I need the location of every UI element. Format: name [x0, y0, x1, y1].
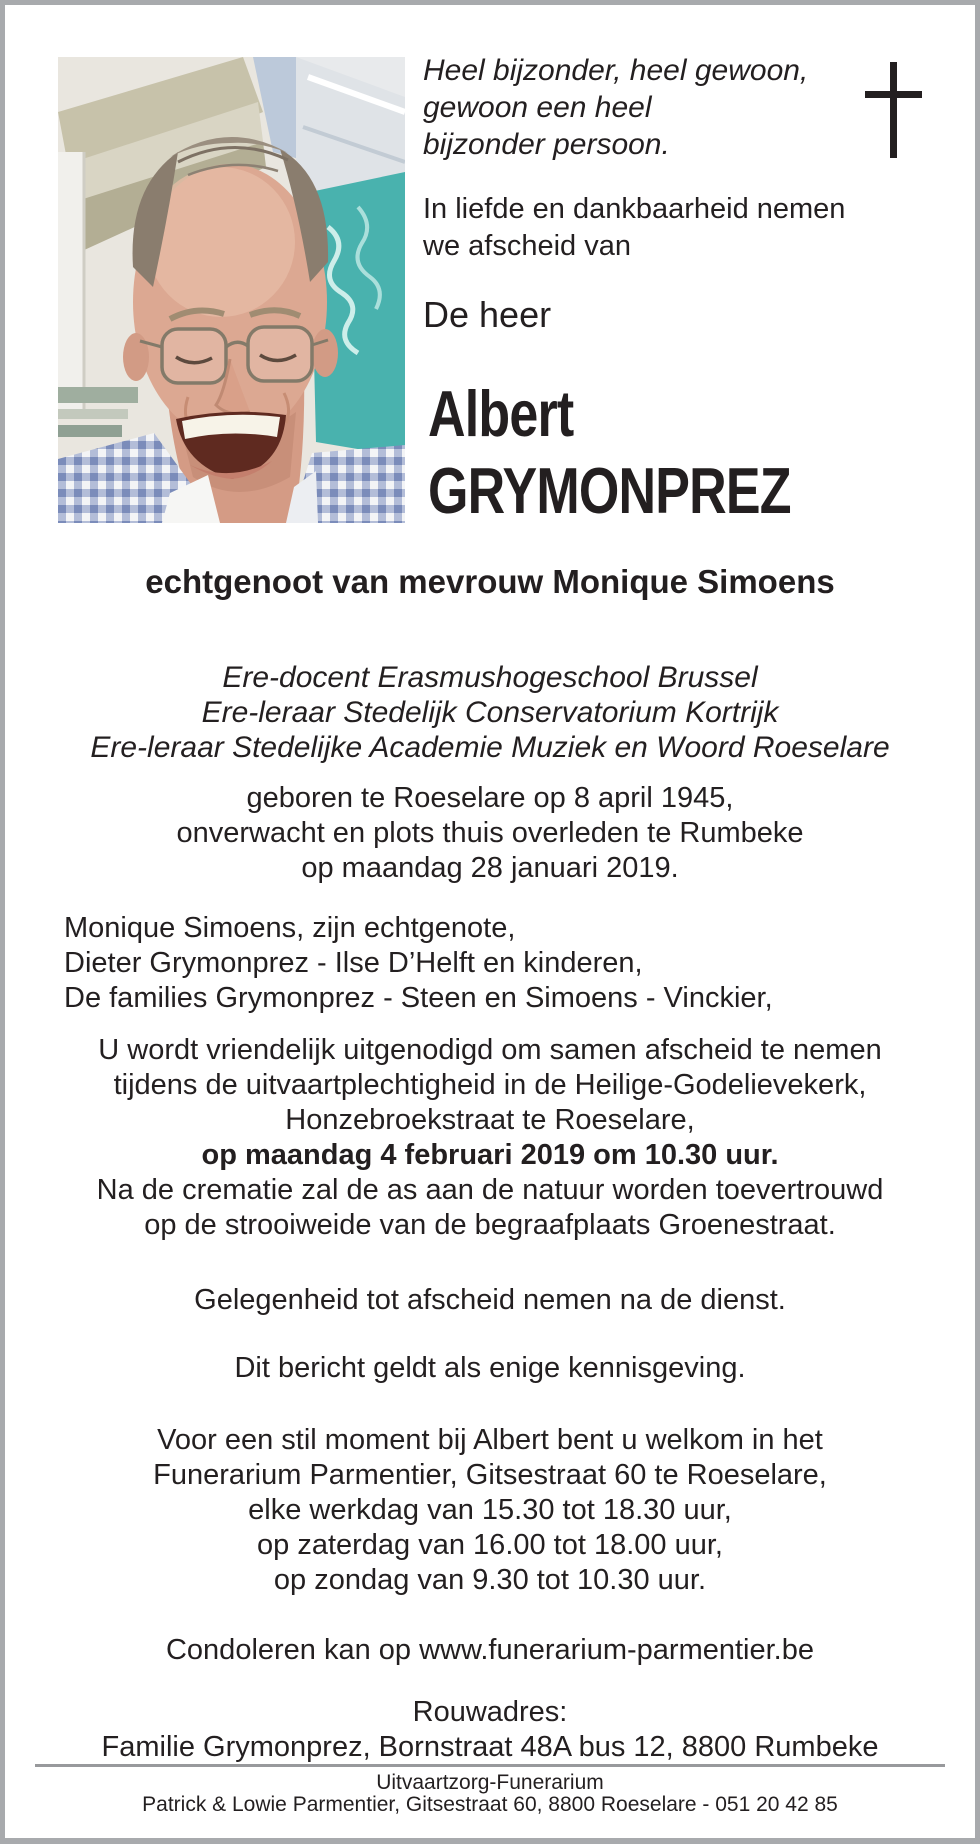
honorific-titles — [0, 660, 980, 765]
farewell-note: Gelegenheid tot afscheid nemen na de dienst. — [194, 1284, 786, 1316]
quote-line: gewoon een heel — [423, 91, 652, 124]
funeral-home-contact: Patrick & Lowie Parmentier, Gitsestraat 60, 8800 Roeselare - 051 20 42 85 — [142, 1793, 838, 1816]
footer — [0, 1772, 980, 1816]
visitation-line: Funerarium Parmentier, Gitsestraat 60 te Roeselare, — [153, 1459, 827, 1491]
family-line: De families Grymonprez - Steen en Simoens - Vinckier, — [64, 982, 773, 1014]
quote-line: Heel bijzonder, heel gewoon, — [423, 54, 809, 87]
footer-divider — [35, 1764, 945, 1767]
honorific-line: Ere-docent Erasmushogeschool Brussel — [222, 661, 758, 694]
invitation-line: Honzebroekstraat te Roeselare, — [285, 1104, 695, 1136]
honorific-line: Ere-leraar Stedelijk Conservatorium Kortrijk — [201, 696, 779, 729]
intro-text — [423, 191, 845, 265]
mourning-address-label: Rouwadres: — [412, 1696, 568, 1728]
birth-death-info — [0, 781, 980, 886]
death-line: onverwacht en plots thuis overleden te Rumbeke — [176, 817, 804, 849]
visitation-line: op zaterdag van 16.00 tot 18.00 uur, — [257, 1529, 723, 1561]
visitation-line: op zondag van 9.30 tot 10.30 uur. — [273, 1564, 707, 1596]
visitation-line: Voor een stil moment bij Albert bent u welkom in het — [157, 1424, 823, 1456]
birth-line: geboren te Roeselare op 8 april 1945, — [246, 782, 734, 814]
invitation-line: tijdens de uitvaartplechtigheid in de Heilige-Godelievekerk, — [113, 1069, 867, 1101]
first-name: Albert — [428, 377, 574, 450]
condolence-line: Condoleren kan op www.funerarium-parmentier.be — [165, 1634, 814, 1666]
opening-quote — [423, 52, 808, 163]
invitation-line: U wordt vriendelijk uitgenodigd om samen afscheid te nemen — [98, 1034, 882, 1066]
family-lines — [64, 911, 773, 1016]
cremation-line: op de strooiweide van de begraafplaats Groenestraat. — [144, 1209, 836, 1241]
intro-line: we afscheid van — [423, 230, 631, 262]
deceased-name — [428, 375, 881, 529]
family-line: Monique Simoens, zijn echtgenote, — [64, 912, 516, 944]
family-line: Dieter Grymonprez - Ilse D’Helft en kinderen, — [64, 947, 643, 979]
intro-line: In liefde en dankbaarheid nemen — [423, 193, 846, 225]
mourning-address-block — [0, 1695, 980, 1765]
visitation-info — [0, 1423, 980, 1598]
portrait-photo — [58, 57, 405, 523]
visitation-line: elke werkdag van 15.30 tot 18.30 uur, — [248, 1494, 732, 1526]
honorific-line: Ere-leraar Stedelijke Academie Muziek en Woord Roeselare — [90, 731, 890, 764]
funeral-datetime: op maandag 4 februari 2019 om 10.30 uur. — [201, 1139, 779, 1171]
funeral-invitation — [0, 1033, 980, 1243]
portrait-photo-art — [58, 57, 405, 523]
spouse-line: echtgenoot van mevrouw Monique Simoens — [145, 563, 835, 600]
notice-line: Dit bericht geldt als enige kennisgeving. — [234, 1352, 746, 1384]
death-date-line: op maandag 28 januari 2019. — [301, 852, 679, 884]
mourning-address: Familie Grymonprez, Bornstraat 48A bus 12, 8800 Rumbeke — [101, 1731, 879, 1763]
last-name: GRYMONPREZ — [428, 454, 791, 527]
quote-line: bijzonder persoon. — [423, 128, 670, 161]
cremation-line: Na de crematie zal de as aan de natuur worden toevertrouwd — [96, 1174, 884, 1206]
salutation: De heer — [423, 294, 552, 335]
funeral-home-name: Uitvaartzorg-Funerarium — [376, 1771, 604, 1794]
